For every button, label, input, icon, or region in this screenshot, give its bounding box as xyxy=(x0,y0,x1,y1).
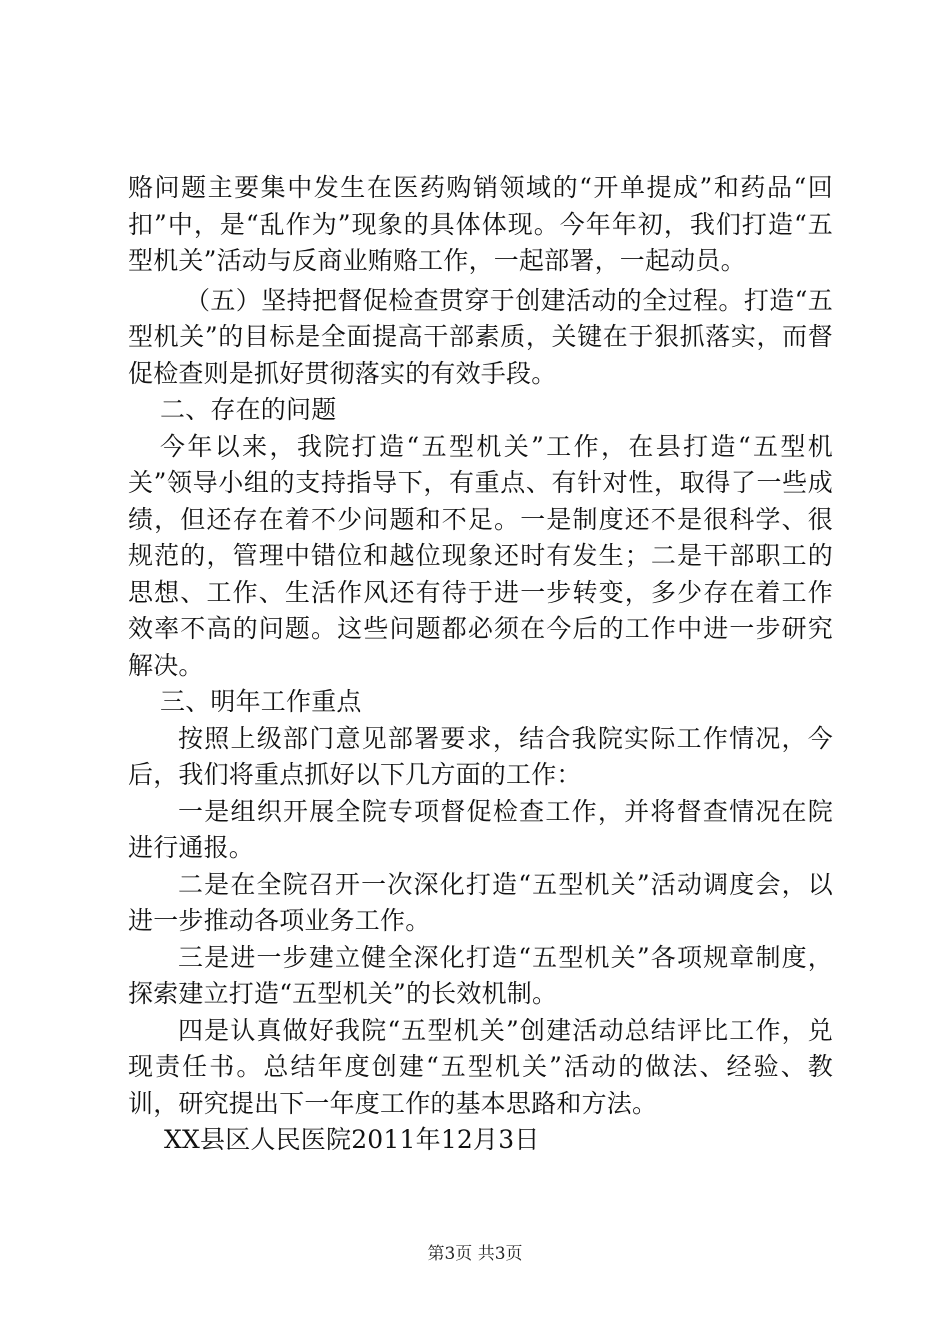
paragraph-item-three: 三是进一步建立健全深化打造“五型机关”各项规章制度，探索建立打造“五型机关”的长效机制。 xyxy=(128,942,833,1008)
paragraph-bribery-issue: 赂问题主要集中发生在医药购销领域的“开单提成”和药品“回扣”中，是“乱作为”现象的具体体现。今年年初，我们打造“五型机关”活动与反商业贿赂工作，一起部署，一起动员。 xyxy=(128,173,833,275)
paragraph-problems: 今年以来，我院打造“五型机关”工作，在县打造“五型机关”领导小组的支持指导下，有重点、有针对性，取得了一些成绩，但还存在着不少问题和不足。一是制度还不是很科学、很规范的，管理中错位和越位现象还时有发生；二是干部职工的思想、工作、生活作风还有待于进一步转变，多少存在着工作效率不高的问题。这些问题都必须在今后的工作中进一步研究解决。 xyxy=(128,431,833,680)
signature-date-line: XX县区人民医院2011年12月3日 xyxy=(164,1125,540,1154)
section-heading-next-year: 三、明年工作重点 xyxy=(160,687,362,716)
paragraph-next-year-intro: 按照上级部门意见部署要求，结合我院实际工作情况，今后，我们将重点抓好以下几方面的工作： xyxy=(128,723,833,789)
section-heading-problems: 二、存在的问题 xyxy=(160,395,337,424)
paragraph-item-one: 一是组织开展全院专项督促检查工作，并将督查情况在院进行通报。 xyxy=(128,796,833,862)
paragraph-item-four: 四是认真做好我院“五型机关”创建活动总结评比工作，兑现责任书。总结年度创建“五型机关”活动的做法、经验、教训，研究提出下一年度工作的基本思路和方法。 xyxy=(128,1015,833,1118)
paragraph-supervision: （五）坚持把督促检查贯穿于创建活动的全过程。打造“五型机关”的目标是全面提高干部素质，关键在于狠抓落实，而督促检查则是抓好贯彻落实的有效手段。 xyxy=(128,285,833,388)
page-footer: 第3页 共3页 xyxy=(427,1244,523,1264)
paragraph-item-two: 二是在全院召开一次深化打造“五型机关”活动调度会，以进一步推动各项业务工作。 xyxy=(128,869,833,935)
document-body xyxy=(128,170,833,1159)
